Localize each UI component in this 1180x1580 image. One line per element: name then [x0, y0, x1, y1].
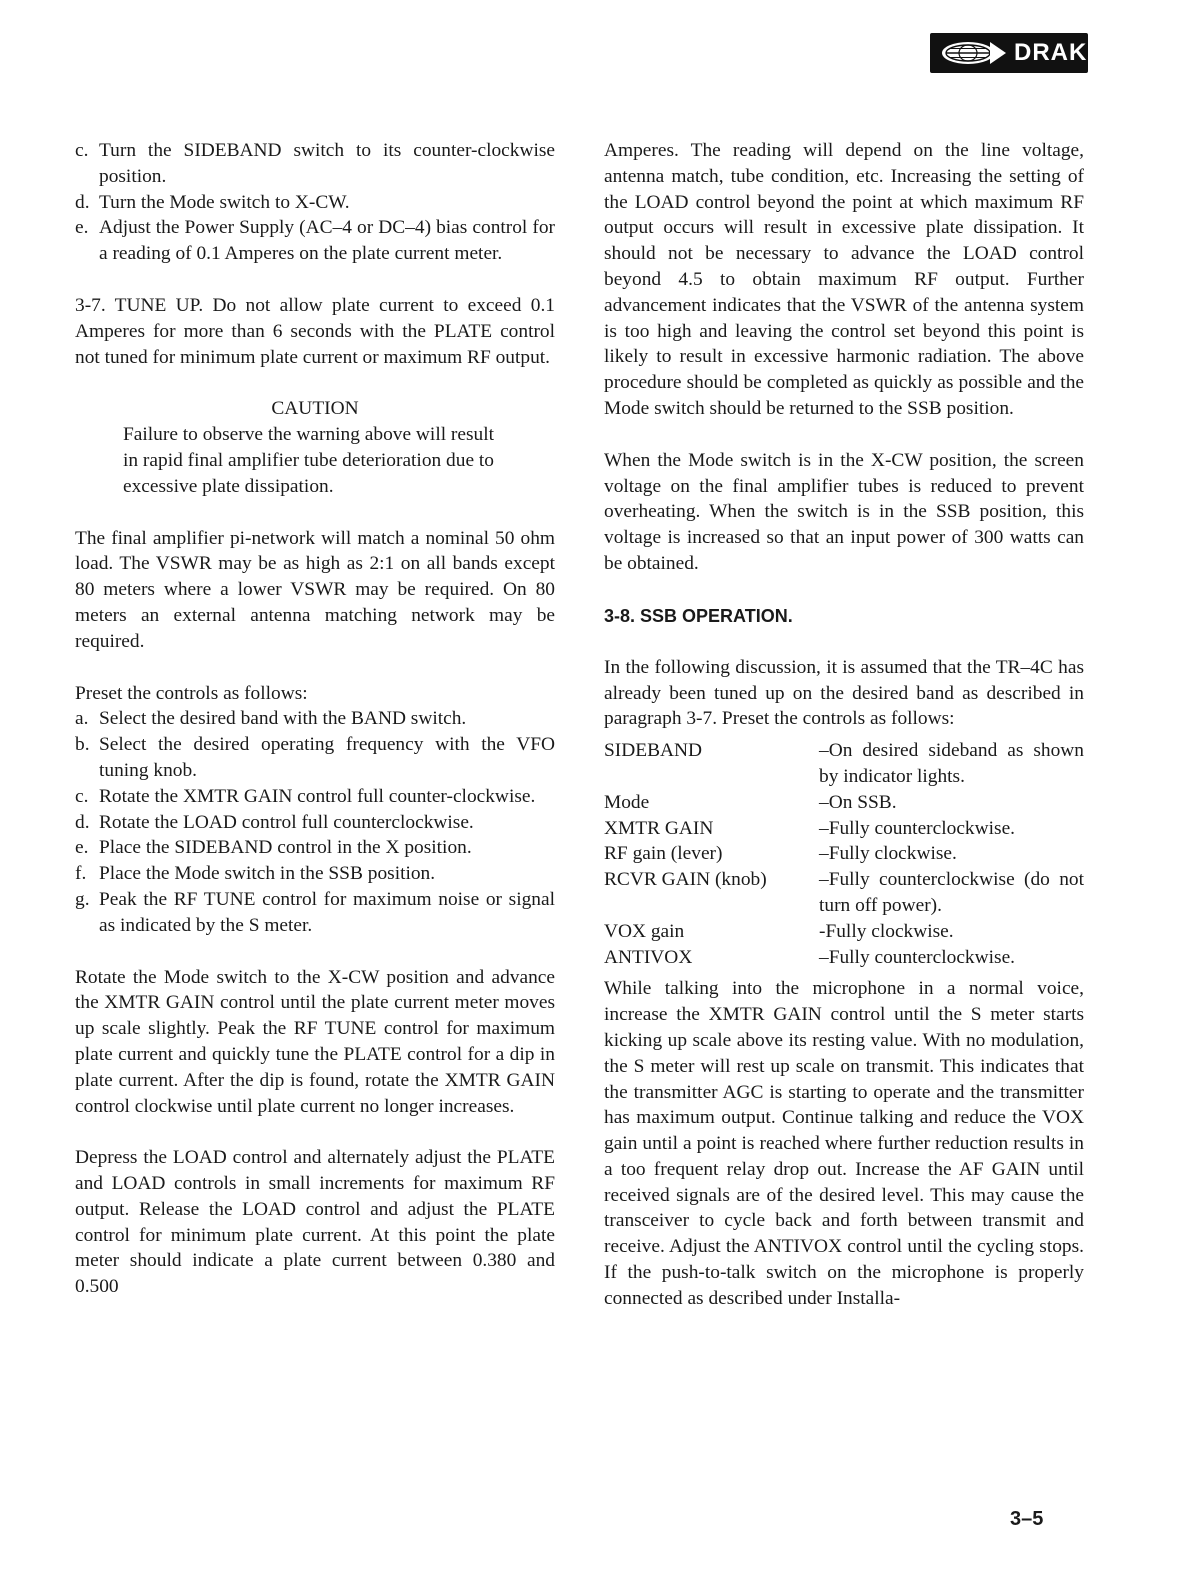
table-row: Mode –On SSB.: [604, 791, 897, 813]
table-row: RF gain (lever) –Fully clockwise.: [604, 843, 957, 865]
bias-steps-list: [75, 138, 555, 267]
table-row: VOX gain -Fully clockwise.: [604, 920, 954, 942]
table-row: SIDEBAND –On desired sideband as shown by indicator lights.: [604, 740, 1084, 787]
ssb-intro-paragraph: In the following discussion, it is assumed that the TR–4C has already been tuned up on the desired band as described in paragraph 3-7. Preset the controls as follows:: [604, 656, 1084, 730]
left-column: [75, 138, 555, 1300]
section-heading: 3-8. SSB OPERATION.: [604, 605, 793, 626]
table-row: RCVR GAIN (knob) –Fully counterclockwise (do not turn off power).: [604, 869, 1084, 916]
depress-paragraph: Depress the LOAD control and alternately adjust the PLATE and LOAD controls in small increments for maximum RF output. Release the LOAD control and adjust the PLATE control for minimum plate current. At this point the plate meter should indicate a plate current between 0.380 and 0.500: [75, 1147, 555, 1298]
preset-steps-list: [75, 706, 555, 938]
brand-name: DRAKE: [1014, 39, 1105, 66]
list-item: c. Rotate the XMTR GAIN control full counter-clockwise.: [75, 785, 536, 807]
list-item: b. Select the desired operating frequency with the VFO tuning knob.: [75, 734, 555, 781]
preset-intro: Preset the controls as follows:: [75, 682, 308, 704]
caution-text: Failure to observe the warning above will result in rapid final amplifier tube deterioration due to excessive plate dissipation.: [123, 424, 495, 497]
list-item: e. Adjust the Power Supply (AC–4 or DC–4) bias control for a reading of 0.1 Amperes on the plate current meter.: [75, 217, 555, 265]
tune-up-paragraph: 3-7. TUNE UP. Do not allow plate current to exceed 0.1 Amperes for more than 6 seconds with the PLATE control not tuned for minimum plate current or maximum RF output.: [75, 294, 555, 368]
list-item: c. Turn the SIDEBAND switch to its counter-clockwise position.: [75, 140, 555, 187]
page-number: 3–5: [1010, 1508, 1044, 1530]
talking-paragraph: While talking into the microphone in a normal voice, increase the XMTR GAIN control until the S meter starts kicking up scale above its resting value. With no modulation, the S meter will rest up scale on transmit. This indicates that the transmitter AGC is starting to operate and the transmitter has maximum output. Continue talking and reduce the VOX gain until a point is reached where further reduction results in a too frequent relay drop out. Increase the AF GAIN until received signals are of the desired level. This may cause the transceiver to cycle back and forth between transmit and receive. Adjust the ANTIVOX control until the cycling stops. If the push-to-talk switch on the microphone is properly connected as described under Installa-: [604, 978, 1084, 1309]
xcw-paragraph: When the Mode switch is in the X-CW position, the screen voltage on the final amplifier tubes is reduced to prevent overheating. When the switch is in the SSB position, this voltage is increased so that an input power of 300 watts can be obtained.: [604, 449, 1084, 574]
table-row: ANTIVOX –Fully counterclockwise.: [604, 946, 1016, 968]
table-row: XMTR GAIN –Fully counterclockwise.: [604, 817, 1016, 839]
rotate-paragraph: Rotate the Mode switch to the X-CW position and advance the XMTR GAIN control until the plate current meter moves up scale slightly. Peak the RF TUNE control for maximum plate current and quickly tune the PLATE control for a dip in plate current. After the dip is found, rotate the XMTR GAIN control clockwise until plate current no longer increases.: [75, 966, 555, 1117]
pi-network-paragraph: The final amplifier pi-network will match a nominal 50 ohm load. The VSWR may be as high as 2:1 on all bands except 80 meters where a lower VSWR may be required. On 80 meters an external antenna matching network may be required.: [75, 527, 555, 652]
control-settings-table: [604, 738, 1084, 970]
list-item: a. Select the desired band with the BAND switch.: [75, 708, 467, 730]
list-item: f. Place the Mode switch in the SSB position.: [75, 863, 436, 885]
drake-globe-logo-icon: [938, 38, 1008, 68]
drake-logo: [930, 33, 1105, 73]
caution-title: CAUTION: [271, 398, 359, 420]
list-item: e. Place the SIDEBAND control in the X position.: [75, 837, 472, 859]
amperes-paragraph: Amperes. The reading will depend on the line voltage, antenna match, tube condition, etc. Increasing the setting of the LOAD control beyond the point at which maximum RF output occurs will result in excessive plate dissipation. It should not be necessary to advance the LOAD control beyond 4.5 to obtain maximum RF output. Further advancement indicates that the VSWR of the antenna system is too high and leaving the control set beyond this point is likely to result in excessive harmonic radiation. The above procedure should be completed as quickly as possible and the Mode switch should be returned to the SSB position.: [604, 140, 1084, 419]
right-column: [604, 138, 1084, 1312]
list-item: d. Turn the Mode switch to X-CW.: [75, 191, 350, 213]
list-item: g. Peak the RF TUNE control for maximum noise or signal as indicated by the S meter.: [75, 888, 555, 936]
list-item: d. Rotate the LOAD control full counterclockwise.: [75, 811, 474, 833]
